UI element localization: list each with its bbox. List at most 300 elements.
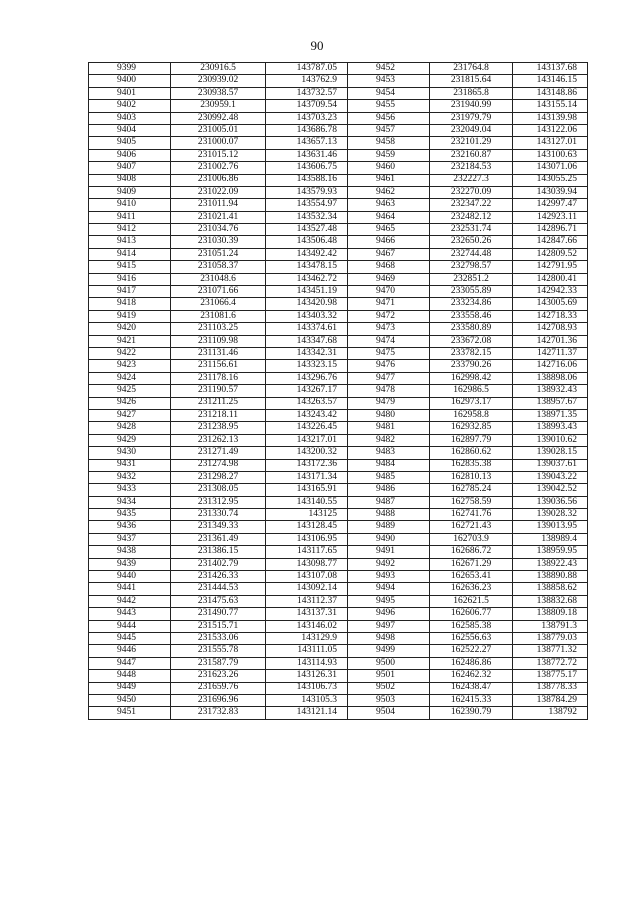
x-coordinate-cell: 233055.89 bbox=[430, 286, 513, 298]
table-row bbox=[89, 199, 588, 211]
table-row bbox=[89, 496, 588, 508]
y-coordinate-cell: 143107.08 bbox=[266, 571, 348, 583]
y-coordinate-cell: 143129.9 bbox=[266, 632, 348, 644]
x-coordinate-cell: 231021.41 bbox=[171, 211, 266, 223]
point-number-cell: 9473 bbox=[348, 323, 430, 335]
x-coordinate-cell: 232184.53 bbox=[430, 162, 513, 174]
y-coordinate-cell: 143105.3 bbox=[266, 694, 348, 706]
x-coordinate-cell: 231005.01 bbox=[171, 124, 266, 136]
point-number-cell: 9495 bbox=[348, 595, 430, 607]
x-coordinate-cell: 231271.49 bbox=[171, 447, 266, 459]
y-coordinate-cell: 143126.31 bbox=[266, 670, 348, 682]
point-number-cell: 9488 bbox=[348, 509, 430, 521]
point-number-cell: 9419 bbox=[89, 310, 171, 322]
x-coordinate-cell: 231312.95 bbox=[171, 496, 266, 508]
x-coordinate-cell: 231349.33 bbox=[171, 521, 266, 533]
x-coordinate-cell: 162606.77 bbox=[430, 608, 513, 620]
point-number-cell: 9479 bbox=[348, 397, 430, 409]
point-number-cell: 9415 bbox=[89, 261, 171, 273]
y-coordinate-cell: 143631.46 bbox=[266, 149, 348, 161]
x-coordinate-cell: 231011.94 bbox=[171, 199, 266, 211]
x-coordinate-cell: 231081.6 bbox=[171, 310, 266, 322]
y-coordinate-cell: 143127.01 bbox=[513, 137, 588, 149]
point-number-cell: 9402 bbox=[89, 100, 171, 112]
x-coordinate-cell: 231058.37 bbox=[171, 261, 266, 273]
y-coordinate-cell: 143462.72 bbox=[266, 273, 348, 285]
point-number-cell: 9403 bbox=[89, 112, 171, 124]
x-coordinate-cell: 231308.05 bbox=[171, 484, 266, 496]
point-number-cell: 9455 bbox=[348, 100, 430, 112]
y-coordinate-cell: 138959.95 bbox=[513, 546, 588, 558]
point-number-cell: 9413 bbox=[89, 236, 171, 248]
table-row bbox=[89, 558, 588, 570]
x-coordinate-cell: 231051.24 bbox=[171, 248, 266, 260]
y-coordinate-cell: 143478.15 bbox=[266, 261, 348, 273]
y-coordinate-cell: 138775.17 bbox=[513, 670, 588, 682]
x-coordinate-cell: 162556.63 bbox=[430, 632, 513, 644]
point-number-cell: 9492 bbox=[348, 558, 430, 570]
y-coordinate-cell: 143323.15 bbox=[266, 360, 348, 372]
point-number-cell: 9468 bbox=[348, 261, 430, 273]
y-coordinate-cell: 138832.68 bbox=[513, 595, 588, 607]
x-coordinate-cell: 162958.8 bbox=[430, 409, 513, 421]
y-coordinate-cell: 143451.19 bbox=[266, 286, 348, 298]
point-number-cell: 9497 bbox=[348, 620, 430, 632]
point-number-cell: 9480 bbox=[348, 409, 430, 421]
x-coordinate-cell: 232160.87 bbox=[430, 149, 513, 161]
y-coordinate-cell: 143171.34 bbox=[266, 471, 348, 483]
table-row bbox=[89, 100, 588, 112]
point-number-cell: 9433 bbox=[89, 484, 171, 496]
point-number-cell: 9456 bbox=[348, 112, 430, 124]
x-coordinate-cell: 230959.1 bbox=[171, 100, 266, 112]
y-coordinate-cell: 142847.66 bbox=[513, 236, 588, 248]
y-coordinate-cell: 143114.93 bbox=[266, 657, 348, 669]
point-number-cell: 9457 bbox=[348, 124, 430, 136]
y-coordinate-cell: 138971.35 bbox=[513, 409, 588, 421]
table-row bbox=[89, 409, 588, 421]
table-row bbox=[89, 521, 588, 533]
point-number-cell: 9440 bbox=[89, 571, 171, 583]
x-coordinate-cell: 162486.86 bbox=[430, 657, 513, 669]
point-number-cell: 9475 bbox=[348, 347, 430, 359]
x-coordinate-cell: 231475.63 bbox=[171, 595, 266, 607]
x-coordinate-cell: 162973.17 bbox=[430, 397, 513, 409]
y-coordinate-cell: 143263.57 bbox=[266, 397, 348, 409]
y-coordinate-cell: 138784.29 bbox=[513, 694, 588, 706]
x-coordinate-cell: 162835.38 bbox=[430, 459, 513, 471]
y-coordinate-cell: 143606.75 bbox=[266, 162, 348, 174]
table-row bbox=[89, 75, 588, 87]
point-number-cell: 9435 bbox=[89, 509, 171, 521]
point-number-cell: 9401 bbox=[89, 87, 171, 99]
x-coordinate-cell: 162438.47 bbox=[430, 682, 513, 694]
point-number-cell: 9453 bbox=[348, 75, 430, 87]
point-number-cell: 9493 bbox=[348, 571, 430, 583]
point-number-cell: 9449 bbox=[89, 682, 171, 694]
x-coordinate-cell: 231696.96 bbox=[171, 694, 266, 706]
x-coordinate-cell: 232744.48 bbox=[430, 248, 513, 260]
point-number-cell: 9451 bbox=[89, 707, 171, 719]
point-number-cell: 9430 bbox=[89, 447, 171, 459]
x-coordinate-cell: 231587.79 bbox=[171, 657, 266, 669]
x-coordinate-cell: 233580.89 bbox=[430, 323, 513, 335]
y-coordinate-cell: 143039.94 bbox=[513, 186, 588, 198]
x-coordinate-cell: 232101.29 bbox=[430, 137, 513, 149]
y-coordinate-cell: 138898.06 bbox=[513, 372, 588, 384]
point-number-cell: 9484 bbox=[348, 459, 430, 471]
x-coordinate-cell: 232798.57 bbox=[430, 261, 513, 273]
x-coordinate-cell: 162462.32 bbox=[430, 670, 513, 682]
x-coordinate-cell: 162390.79 bbox=[430, 707, 513, 719]
table-row bbox=[89, 273, 588, 285]
y-coordinate-cell: 143071.06 bbox=[513, 162, 588, 174]
point-number-cell: 9409 bbox=[89, 186, 171, 198]
point-number-cell: 9489 bbox=[348, 521, 430, 533]
table-row bbox=[89, 657, 588, 669]
table-row bbox=[89, 87, 588, 99]
point-number-cell: 9499 bbox=[348, 645, 430, 657]
y-coordinate-cell: 138932.43 bbox=[513, 385, 588, 397]
y-coordinate-cell: 143554.97 bbox=[266, 199, 348, 211]
point-number-cell: 9405 bbox=[89, 137, 171, 149]
x-coordinate-cell: 231330.74 bbox=[171, 509, 266, 521]
point-number-cell: 9471 bbox=[348, 298, 430, 310]
point-number-cell: 9498 bbox=[348, 632, 430, 644]
point-number-cell: 9425 bbox=[89, 385, 171, 397]
y-coordinate-cell: 139028.15 bbox=[513, 447, 588, 459]
x-coordinate-cell: 231426.33 bbox=[171, 571, 266, 583]
point-number-cell: 9428 bbox=[89, 422, 171, 434]
x-coordinate-cell: 230992.48 bbox=[171, 112, 266, 124]
y-coordinate-cell: 143125 bbox=[266, 509, 348, 521]
y-coordinate-cell: 143403.32 bbox=[266, 310, 348, 322]
x-coordinate-cell: 231764.8 bbox=[430, 63, 513, 75]
y-coordinate-cell: 143121.14 bbox=[266, 707, 348, 719]
x-coordinate-cell: 162998.42 bbox=[430, 372, 513, 384]
point-number-cell: 9482 bbox=[348, 434, 430, 446]
y-coordinate-cell: 143146.02 bbox=[266, 620, 348, 632]
y-coordinate-cell: 143506.48 bbox=[266, 236, 348, 248]
y-coordinate-cell: 139042.52 bbox=[513, 484, 588, 496]
x-coordinate-cell: 232227.3 bbox=[430, 174, 513, 186]
x-coordinate-cell: 162703.9 bbox=[430, 533, 513, 545]
y-coordinate-cell: 139010.62 bbox=[513, 434, 588, 446]
point-number-cell: 9503 bbox=[348, 694, 430, 706]
point-number-cell: 9407 bbox=[89, 162, 171, 174]
y-coordinate-cell: 138989.4 bbox=[513, 533, 588, 545]
y-coordinate-cell: 143709.54 bbox=[266, 100, 348, 112]
y-coordinate-cell: 143098.77 bbox=[266, 558, 348, 570]
x-coordinate-cell: 231555.78 bbox=[171, 645, 266, 657]
point-number-cell: 9431 bbox=[89, 459, 171, 471]
y-coordinate-cell: 143117.65 bbox=[266, 546, 348, 558]
x-coordinate-cell: 231022.09 bbox=[171, 186, 266, 198]
y-coordinate-cell: 138922.43 bbox=[513, 558, 588, 570]
x-coordinate-cell: 231002.76 bbox=[171, 162, 266, 174]
x-coordinate-cell: 233790.26 bbox=[430, 360, 513, 372]
point-number-cell: 9424 bbox=[89, 372, 171, 384]
table-row bbox=[89, 484, 588, 496]
x-coordinate-cell: 231178.16 bbox=[171, 372, 266, 384]
table-row bbox=[89, 608, 588, 620]
point-number-cell: 9446 bbox=[89, 645, 171, 657]
point-number-cell: 9404 bbox=[89, 124, 171, 136]
table-row bbox=[89, 422, 588, 434]
point-number-cell: 9417 bbox=[89, 286, 171, 298]
x-coordinate-cell: 231066.4 bbox=[171, 298, 266, 310]
y-coordinate-cell: 139028.32 bbox=[513, 509, 588, 521]
y-coordinate-cell: 143374.61 bbox=[266, 323, 348, 335]
x-coordinate-cell: 162860.62 bbox=[430, 447, 513, 459]
x-coordinate-cell: 231659.76 bbox=[171, 682, 266, 694]
y-coordinate-cell: 143112.37 bbox=[266, 595, 348, 607]
table-row bbox=[89, 434, 588, 446]
x-coordinate-cell: 230938.57 bbox=[171, 87, 266, 99]
x-coordinate-cell: 231211.25 bbox=[171, 397, 266, 409]
y-coordinate-cell: 143092.14 bbox=[266, 583, 348, 595]
y-coordinate-cell: 143106.95 bbox=[266, 533, 348, 545]
x-coordinate-cell: 231533.06 bbox=[171, 632, 266, 644]
y-coordinate-cell: 143139.98 bbox=[513, 112, 588, 124]
y-coordinate-cell: 143172.36 bbox=[266, 459, 348, 471]
point-number-cell: 9483 bbox=[348, 447, 430, 459]
point-number-cell: 9481 bbox=[348, 422, 430, 434]
y-coordinate-cell: 143420.98 bbox=[266, 298, 348, 310]
point-number-cell: 9427 bbox=[89, 409, 171, 421]
x-coordinate-cell: 231000.07 bbox=[171, 137, 266, 149]
y-coordinate-cell: 142997.47 bbox=[513, 199, 588, 211]
x-coordinate-cell: 232049.04 bbox=[430, 124, 513, 136]
x-coordinate-cell: 231238.95 bbox=[171, 422, 266, 434]
x-coordinate-cell: 231515.71 bbox=[171, 620, 266, 632]
y-coordinate-cell: 143137.68 bbox=[513, 63, 588, 75]
y-coordinate-cell: 143137.31 bbox=[266, 608, 348, 620]
y-coordinate-cell: 142711.37 bbox=[513, 347, 588, 359]
page-number: 90 bbox=[310, 38, 324, 53]
x-coordinate-cell: 231623.26 bbox=[171, 670, 266, 682]
y-coordinate-cell: 143732.57 bbox=[266, 87, 348, 99]
point-number-cell: 9465 bbox=[348, 224, 430, 236]
point-number-cell: 9459 bbox=[348, 149, 430, 161]
table-row bbox=[89, 286, 588, 298]
point-number-cell: 9502 bbox=[348, 682, 430, 694]
point-number-cell: 9432 bbox=[89, 471, 171, 483]
point-number-cell: 9410 bbox=[89, 199, 171, 211]
point-number-cell: 9477 bbox=[348, 372, 430, 384]
x-coordinate-cell: 231402.79 bbox=[171, 558, 266, 570]
point-number-cell: 9461 bbox=[348, 174, 430, 186]
y-coordinate-cell: 143146.15 bbox=[513, 75, 588, 87]
y-coordinate-cell: 138779.03 bbox=[513, 632, 588, 644]
y-coordinate-cell: 138809.18 bbox=[513, 608, 588, 620]
point-number-cell: 9412 bbox=[89, 224, 171, 236]
y-coordinate-cell: 143122.06 bbox=[513, 124, 588, 136]
y-coordinate-cell: 143165.91 bbox=[266, 484, 348, 496]
y-coordinate-cell: 142923.11 bbox=[513, 211, 588, 223]
table-row bbox=[89, 261, 588, 273]
point-number-cell: 9420 bbox=[89, 323, 171, 335]
y-coordinate-cell: 142800.41 bbox=[513, 273, 588, 285]
table-row bbox=[89, 236, 588, 248]
table-row bbox=[89, 211, 588, 223]
x-coordinate-cell: 231815.64 bbox=[430, 75, 513, 87]
x-coordinate-cell: 230916.5 bbox=[171, 63, 266, 75]
table-row bbox=[89, 224, 588, 236]
point-number-cell: 9504 bbox=[348, 707, 430, 719]
x-coordinate-cell: 162986.5 bbox=[430, 385, 513, 397]
table-row bbox=[89, 509, 588, 521]
table-row bbox=[89, 645, 588, 657]
table-row bbox=[89, 620, 588, 632]
point-number-cell: 9448 bbox=[89, 670, 171, 682]
y-coordinate-cell: 143243.42 bbox=[266, 409, 348, 421]
point-number-cell: 9454 bbox=[348, 87, 430, 99]
table-row bbox=[89, 447, 588, 459]
table-row bbox=[89, 347, 588, 359]
point-number-cell: 9439 bbox=[89, 558, 171, 570]
table-row bbox=[89, 298, 588, 310]
table-row bbox=[89, 186, 588, 198]
table-row bbox=[89, 124, 588, 136]
point-number-cell: 9478 bbox=[348, 385, 430, 397]
table-row bbox=[89, 112, 588, 124]
table-row bbox=[89, 323, 588, 335]
y-coordinate-cell: 143200.32 bbox=[266, 447, 348, 459]
x-coordinate-cell: 162585.38 bbox=[430, 620, 513, 632]
y-coordinate-cell: 142809.52 bbox=[513, 248, 588, 260]
point-number-cell: 9500 bbox=[348, 657, 430, 669]
y-coordinate-cell: 142942.33 bbox=[513, 286, 588, 298]
x-coordinate-cell: 231979.79 bbox=[430, 112, 513, 124]
x-coordinate-cell: 162741.76 bbox=[430, 509, 513, 521]
point-number-cell: 9444 bbox=[89, 620, 171, 632]
point-number-cell: 9414 bbox=[89, 248, 171, 260]
point-number-cell: 9422 bbox=[89, 347, 171, 359]
y-coordinate-cell: 143100.63 bbox=[513, 149, 588, 161]
y-coordinate-cell: 143532.34 bbox=[266, 211, 348, 223]
point-number-cell: 9460 bbox=[348, 162, 430, 174]
y-coordinate-cell: 143106.73 bbox=[266, 682, 348, 694]
point-number-cell: 9443 bbox=[89, 608, 171, 620]
table-row bbox=[89, 707, 588, 719]
table-row bbox=[89, 533, 588, 545]
x-coordinate-cell: 231006.86 bbox=[171, 174, 266, 186]
x-coordinate-cell: 231444.53 bbox=[171, 583, 266, 595]
point-number-cell: 9467 bbox=[348, 248, 430, 260]
table-row bbox=[89, 682, 588, 694]
x-coordinate-cell: 233234.86 bbox=[430, 298, 513, 310]
y-coordinate-cell: 138858.62 bbox=[513, 583, 588, 595]
x-coordinate-cell: 232650.26 bbox=[430, 236, 513, 248]
x-coordinate-cell: 233672.08 bbox=[430, 335, 513, 347]
y-coordinate-cell: 142791.95 bbox=[513, 261, 588, 273]
table-row bbox=[89, 385, 588, 397]
x-coordinate-cell: 231940.99 bbox=[430, 100, 513, 112]
point-number-cell: 9411 bbox=[89, 211, 171, 223]
table-row bbox=[89, 162, 588, 174]
point-number-cell: 9436 bbox=[89, 521, 171, 533]
y-coordinate-cell: 138792 bbox=[513, 707, 588, 719]
x-coordinate-cell: 232347.22 bbox=[430, 199, 513, 211]
x-coordinate-cell: 231274.98 bbox=[171, 459, 266, 471]
x-coordinate-cell: 232270.09 bbox=[430, 186, 513, 198]
x-coordinate-cell: 233782.15 bbox=[430, 347, 513, 359]
x-coordinate-cell: 162415.33 bbox=[430, 694, 513, 706]
y-coordinate-cell: 143217.01 bbox=[266, 434, 348, 446]
x-coordinate-cell: 231386.15 bbox=[171, 546, 266, 558]
table-row bbox=[89, 310, 588, 322]
y-coordinate-cell: 139043.22 bbox=[513, 471, 588, 483]
y-coordinate-cell: 143267.17 bbox=[266, 385, 348, 397]
x-coordinate-cell: 232851.2 bbox=[430, 273, 513, 285]
x-coordinate-cell: 231298.27 bbox=[171, 471, 266, 483]
y-coordinate-cell: 138778.33 bbox=[513, 682, 588, 694]
x-coordinate-cell: 162636.23 bbox=[430, 583, 513, 595]
y-coordinate-cell: 138957.67 bbox=[513, 397, 588, 409]
point-number-cell: 9501 bbox=[348, 670, 430, 682]
point-number-cell: 9485 bbox=[348, 471, 430, 483]
y-coordinate-cell: 143005.69 bbox=[513, 298, 588, 310]
table-row bbox=[89, 248, 588, 260]
y-coordinate-cell: 143347.68 bbox=[266, 335, 348, 347]
y-coordinate-cell: 143703.23 bbox=[266, 112, 348, 124]
table-row bbox=[89, 174, 588, 186]
x-coordinate-cell: 162671.29 bbox=[430, 558, 513, 570]
point-number-cell: 9438 bbox=[89, 546, 171, 558]
x-coordinate-cell: 232482.12 bbox=[430, 211, 513, 223]
table-row bbox=[89, 149, 588, 161]
x-coordinate-cell: 231361.49 bbox=[171, 533, 266, 545]
table-row bbox=[89, 360, 588, 372]
x-coordinate-cell: 230939.02 bbox=[171, 75, 266, 87]
point-number-cell: 9445 bbox=[89, 632, 171, 644]
point-number-cell: 9476 bbox=[348, 360, 430, 372]
point-number-cell: 9418 bbox=[89, 298, 171, 310]
table-row bbox=[89, 595, 588, 607]
y-coordinate-cell: 143657.13 bbox=[266, 137, 348, 149]
x-coordinate-cell: 162522.27 bbox=[430, 645, 513, 657]
y-coordinate-cell: 143787.05 bbox=[266, 63, 348, 75]
point-number-cell: 9399 bbox=[89, 63, 171, 75]
y-coordinate-cell: 143588.16 bbox=[266, 174, 348, 186]
point-number-cell: 9434 bbox=[89, 496, 171, 508]
x-coordinate-cell: 162810.13 bbox=[430, 471, 513, 483]
x-coordinate-cell: 231490.77 bbox=[171, 608, 266, 620]
point-number-cell: 9442 bbox=[89, 595, 171, 607]
y-coordinate-cell: 143226.45 bbox=[266, 422, 348, 434]
point-number-cell: 9406 bbox=[89, 149, 171, 161]
table-row bbox=[89, 571, 588, 583]
y-coordinate-cell: 138772.72 bbox=[513, 657, 588, 669]
point-number-cell: 9466 bbox=[348, 236, 430, 248]
x-coordinate-cell: 232531.74 bbox=[430, 224, 513, 236]
x-coordinate-cell: 162932.85 bbox=[430, 422, 513, 434]
x-coordinate-cell: 231030.39 bbox=[171, 236, 266, 248]
point-number-cell: 9408 bbox=[89, 174, 171, 186]
y-coordinate-cell: 139037.61 bbox=[513, 459, 588, 471]
y-coordinate-cell: 138771.32 bbox=[513, 645, 588, 657]
x-coordinate-cell: 231218.11 bbox=[171, 409, 266, 421]
y-coordinate-cell: 143296.76 bbox=[266, 372, 348, 384]
y-coordinate-cell: 139036.56 bbox=[513, 496, 588, 508]
y-coordinate-cell: 143579.93 bbox=[266, 186, 348, 198]
table-row bbox=[89, 137, 588, 149]
x-coordinate-cell: 162621.5 bbox=[430, 595, 513, 607]
y-coordinate-cell: 142896.71 bbox=[513, 224, 588, 236]
x-coordinate-cell: 231034.76 bbox=[171, 224, 266, 236]
table-row bbox=[89, 694, 588, 706]
